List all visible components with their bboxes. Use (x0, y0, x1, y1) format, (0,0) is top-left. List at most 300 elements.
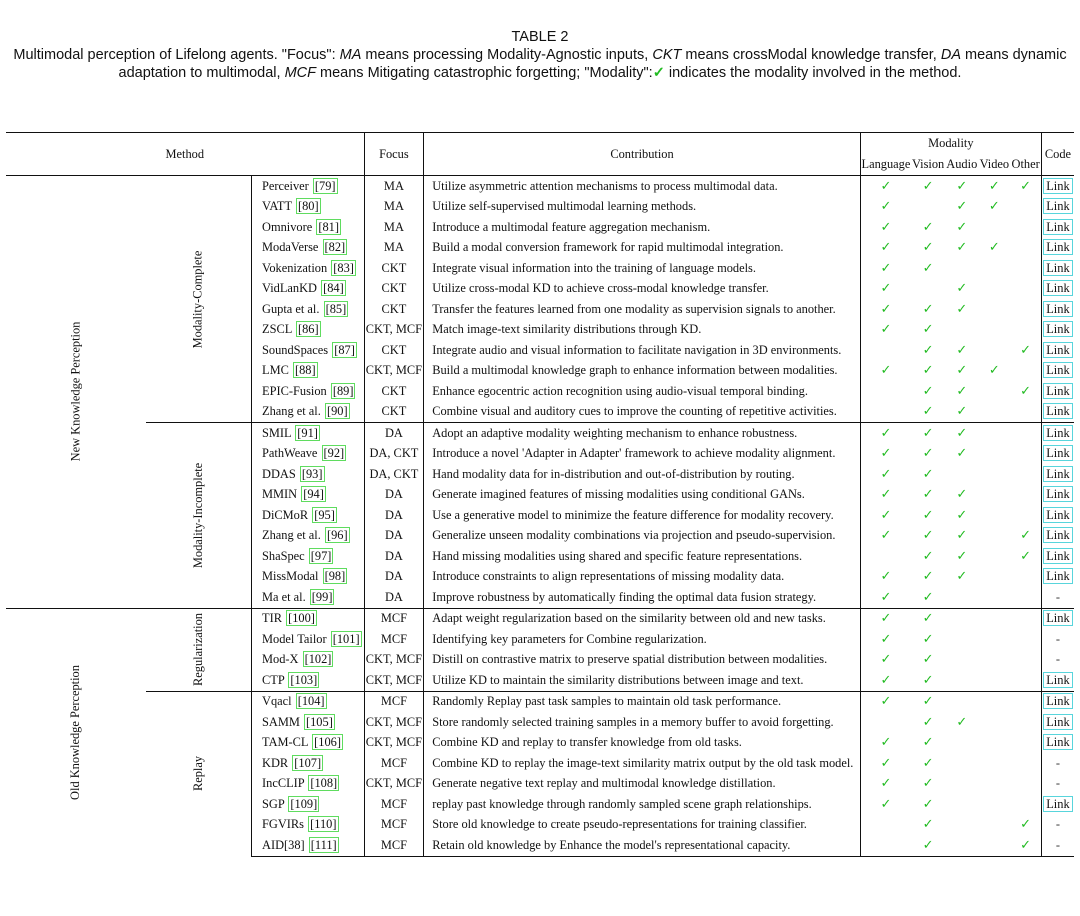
modality-other-cell (1010, 774, 1041, 795)
modality-audio-cell (945, 197, 978, 218)
citation-link[interactable]: [97] (310, 548, 332, 563)
modality-language-cell (860, 299, 911, 320)
code-link[interactable]: Link (1043, 239, 1072, 255)
contribution-cell: Integrate audio and visual information to facilitate navigation in 3D environments. (424, 340, 861, 361)
contribution-cell: Store old knowledge to create pseudo-representations for training classifier. (424, 815, 861, 836)
method-cell (252, 176, 365, 197)
check-icon: ✓ (880, 466, 892, 482)
modality-language-cell (860, 712, 911, 733)
contribution-cell: Combine KD to replay the image-text similarity matrix output by the old task model. (424, 753, 861, 774)
check-icon: ✓ (1020, 342, 1032, 358)
code-link[interactable]: Link (1043, 260, 1072, 276)
code-link[interactable]: Link (1043, 466, 1072, 482)
modality-language-cell (860, 753, 911, 774)
method-name: Zhang et al. (262, 404, 324, 419)
citation-link[interactable]: [79] (314, 178, 336, 193)
modality-video-cell (978, 361, 1010, 382)
method-name: PathWeave (262, 446, 321, 461)
contribution-cell: Adapt weight regularization based on the similarity between old and new tasks. (424, 608, 861, 629)
contribution-cell: Enhance egocentric action recognition using audio-visual temporal binding. (424, 381, 861, 402)
modality-video-cell (978, 485, 1010, 506)
citation-link[interactable]: [101] (332, 631, 360, 646)
check-icon: ✓ (922, 796, 934, 812)
modality-other-cell (1010, 567, 1041, 588)
focus-cell: MA (364, 238, 424, 259)
citation-link[interactable]: [94] (303, 487, 324, 502)
citation-link[interactable]: [111] (310, 837, 337, 852)
modality-audio-cell (945, 340, 978, 361)
code-link[interactable]: Link (1043, 425, 1072, 441)
modality-vision-cell (911, 444, 945, 465)
citation-link[interactable]: [87] (334, 342, 355, 357)
contribution-cell: Distill on contrastive matrix to preserve spatial distribution between modalities. (424, 650, 861, 671)
modality-video-cell (978, 279, 1010, 300)
method-name: ModaVerse (262, 240, 322, 255)
subgroup-label (146, 423, 252, 609)
modality-audio-cell (945, 361, 978, 382)
citation-link[interactable]: [106] (314, 735, 341, 750)
code-cell (1041, 485, 1074, 506)
method-name: SGP (262, 796, 288, 811)
modality-video-cell (978, 217, 1010, 238)
check-icon: ✓ (880, 672, 892, 688)
modality-other-cell (1010, 402, 1041, 423)
citation-link[interactable]: [80] (297, 199, 319, 214)
method-cell (252, 526, 365, 547)
check-icon: ✓ (880, 446, 892, 462)
modality-language-cell (860, 774, 911, 795)
code-link[interactable]: Link (1043, 383, 1072, 399)
method-cell (252, 402, 365, 423)
citation-link[interactable]: [92] (323, 446, 345, 461)
method-cell (252, 835, 365, 856)
modality-language-cell (860, 650, 911, 671)
modality-other-cell (1010, 733, 1041, 754)
table-row (6, 176, 1074, 197)
modality-audio-cell (945, 526, 978, 547)
code-link[interactable]: Link (1043, 178, 1072, 194)
focus-cell: CKT (364, 381, 424, 402)
method-name: VidLanKD (262, 281, 321, 296)
code-cell (1041, 608, 1074, 629)
modality-video-cell (978, 197, 1010, 218)
table-row (6, 608, 1074, 629)
modality-language-cell (860, 279, 911, 300)
modality-other-cell (1010, 258, 1041, 279)
citation-link[interactable]: [102] (304, 652, 332, 667)
code-cell (1041, 299, 1074, 320)
modality-other-cell (1010, 526, 1041, 547)
modality-language-cell (860, 691, 911, 712)
method-cell (252, 733, 365, 754)
modality-audio-cell (945, 402, 978, 423)
method-name: DiCMoR (262, 507, 312, 522)
modality-audio-cell (945, 176, 978, 197)
modality-vision-cell (911, 238, 945, 259)
code-link[interactable]: Link (1043, 693, 1072, 709)
check-icon: ✓ (922, 837, 934, 853)
caption-segment: means processing Modality-Agnostic inputs, (361, 47, 653, 63)
check-icon: ✓ (922, 342, 934, 358)
method-name: Mod-X (262, 652, 302, 667)
check-icon: ✓ (922, 776, 934, 792)
contribution-cell: Combine visual and auditory cues to improve the counting of repetitive activities. (424, 402, 861, 423)
code-link[interactable]: Link (1043, 403, 1072, 419)
modality-language-cell (860, 320, 911, 341)
check-icon: ✓ (956, 342, 968, 358)
check-icon: ✓ (880, 301, 892, 317)
check-icon: ✓ (1020, 528, 1032, 544)
caption-text (0, 46, 1080, 82)
header-vision: Vision (911, 153, 945, 176)
modality-vision-cell (911, 485, 945, 506)
citation-link[interactable]: [91] (297, 425, 318, 440)
modality-video-cell (978, 835, 1010, 856)
modality-language-cell (860, 423, 911, 444)
focus-cell: CKT (364, 279, 424, 300)
modality-other-cell (1010, 712, 1041, 733)
modality-other-cell (1010, 546, 1041, 567)
method-name: Vokenization (262, 260, 331, 275)
method-name: MMIN (262, 487, 301, 502)
check-icon: ✓ (922, 589, 934, 605)
header-focus: Focus (364, 133, 424, 176)
code-link[interactable]: Link (1043, 527, 1072, 543)
citation-link[interactable]: [104] (297, 694, 325, 709)
focus-cell: MA (364, 197, 424, 218)
code-link[interactable]: Link (1043, 321, 1072, 337)
check-icon: ✓ (922, 322, 934, 338)
modality-audio-cell (945, 733, 978, 754)
check-icon: ✓ (956, 281, 968, 297)
header-other: Other (1010, 153, 1041, 176)
modality-language-cell (860, 197, 911, 218)
modality-video-cell (978, 587, 1010, 608)
contribution-cell: Transfer the features learned from one modality as supervision signals to another. (424, 299, 861, 320)
modality-vision-cell (911, 258, 945, 279)
check-icon: ✓ (922, 383, 934, 399)
code-link[interactable]: Link (1043, 548, 1072, 564)
contribution-cell: Introduce a novel 'Adapter in Adapter' framework to achieve modality alignment. (424, 444, 861, 465)
method-cell (252, 217, 365, 238)
citation-link[interactable]: [89] (332, 383, 354, 398)
check-icon: ✓ (922, 301, 934, 317)
modality-other-cell (1010, 794, 1041, 815)
modality-video-cell (978, 238, 1010, 259)
method-name: TAM-CL (262, 735, 312, 750)
modality-vision-cell (911, 546, 945, 567)
check-icon: ✓ (880, 611, 892, 627)
modality-language-cell (860, 340, 911, 361)
modality-video-cell (978, 608, 1010, 629)
focus-cell: MCF (364, 629, 424, 650)
code-link[interactable]: Link (1043, 342, 1072, 358)
subgroup-label (146, 608, 252, 691)
code-cell (1041, 629, 1074, 650)
check-icon: ✓ (956, 199, 968, 215)
code-link[interactable]: Link (1043, 486, 1072, 502)
contribution-cell: Utilize asymmetric attention mechanisms to process multimodal data. (424, 176, 861, 197)
modality-other-cell (1010, 381, 1041, 402)
code-cell (1041, 381, 1074, 402)
modality-other-cell (1010, 299, 1041, 320)
check-icon: ✓ (956, 425, 968, 441)
header-video: Video (978, 153, 1010, 176)
modality-audio-cell (945, 381, 978, 402)
code-cell (1041, 217, 1074, 238)
focus-cell: MCF (364, 815, 424, 836)
check-icon: ✓ (956, 240, 968, 256)
focus-cell: DA, CKT (364, 444, 424, 465)
method-name: IncCLIP (262, 776, 308, 791)
code-link[interactable]: Link (1043, 219, 1072, 235)
focus-cell: MCF (364, 691, 424, 712)
method-name: Ma et al. (262, 589, 309, 604)
modality-vision-cell (911, 691, 945, 712)
method-name: SAMM (262, 714, 303, 729)
method-name: EPIC-Fusion (262, 383, 330, 398)
check-icon: ✓ (880, 631, 892, 647)
code-link[interactable]: Link (1043, 796, 1072, 812)
check-icon: ✓ (956, 507, 968, 523)
code-cell (1041, 279, 1074, 300)
table-body (6, 176, 1074, 857)
check-icon: ✓ (922, 652, 934, 668)
method-name: Vqacl (262, 694, 295, 709)
contribution-cell: Generate negative text replay and multimodal knowledge distillation. (424, 774, 861, 795)
modality-video-cell (978, 402, 1010, 423)
focus-cell: DA (364, 423, 424, 444)
caption-segment: Multimodal perception of Lifelong agents. "Focus": (13, 47, 340, 63)
citation-link[interactable]: [88] (294, 363, 316, 378)
modality-video-cell (978, 733, 1010, 754)
subgroup-text: Modality-Complete (190, 250, 205, 348)
citation-link[interactable]: [82] (324, 240, 346, 255)
code-link[interactable]: Link (1043, 301, 1072, 317)
modality-other-cell (1010, 691, 1041, 712)
contribution-cell: Introduce constraints to align representations of missing modality data. (424, 567, 861, 588)
caption-segment: means crossModal knowledge transfer, (681, 47, 941, 63)
citation-link[interactable]: [95] (314, 507, 335, 522)
modality-audio-cell (945, 299, 978, 320)
method-name: FGVIRs (262, 817, 308, 832)
modality-video-cell (978, 299, 1010, 320)
method-name: ZSCL (262, 322, 295, 337)
category-label (6, 176, 146, 609)
header-audio: Audio (945, 153, 978, 176)
citation-link[interactable]: [93] (301, 466, 323, 481)
focus-cell: CKT, MCF (364, 712, 424, 733)
contribution-cell: Utilize KD to maintain the similarity distributions between image and text. (424, 670, 861, 691)
contribution-cell: Retain old knowledge by Enhance the model's representational capacity. (424, 835, 861, 856)
category-text: Old Knowledge Perception (68, 664, 83, 800)
subgroup-text: Modality-Incomplete (190, 462, 205, 568)
check-icon: ✓ (880, 589, 892, 605)
code-cell (1041, 320, 1074, 341)
modality-vision-cell (911, 217, 945, 238)
modality-other-cell (1010, 279, 1041, 300)
check-icon: ✓ (922, 466, 934, 482)
code-cell (1041, 774, 1074, 795)
method-cell (252, 485, 365, 506)
modality-vision-cell (911, 361, 945, 382)
modality-language-cell (860, 505, 911, 526)
modality-audio-cell (945, 670, 978, 691)
modality-language-cell (860, 835, 911, 856)
method-cell (252, 546, 365, 567)
method-cell (252, 279, 365, 300)
method-cell (252, 505, 365, 526)
citation-link[interactable]: [107] (294, 755, 322, 770)
method-name: CTP (262, 672, 288, 687)
focus-cell: CKT, MCF (364, 650, 424, 671)
check-icon: ✓ (922, 528, 934, 544)
modality-video-cell (978, 774, 1010, 795)
modality-other-cell (1010, 835, 1041, 856)
method-cell (252, 444, 365, 465)
code-link[interactable]: Link (1043, 445, 1072, 461)
code-link[interactable]: Link (1043, 734, 1072, 750)
modality-other-cell (1010, 361, 1041, 382)
citation-link[interactable]: [84] (323, 281, 344, 296)
modality-audio-cell (945, 217, 978, 238)
check-icon: ✓ (922, 219, 934, 235)
check-icon: ✓ (922, 817, 934, 833)
contribution-cell: Identifying key parameters for Combine regularization. (424, 629, 861, 650)
focus-cell: MA (364, 217, 424, 238)
modality-vision-cell (911, 340, 945, 361)
check-icon: ✓ (956, 383, 968, 399)
check-icon: ✓ (956, 569, 968, 585)
check-icon: ✓ (922, 404, 934, 420)
check-icon: ✓ (880, 260, 892, 276)
method-cell (252, 567, 365, 588)
focus-cell: DA, CKT (364, 464, 424, 485)
check-icon: ✓ (880, 507, 892, 523)
method-name: MissModal (262, 569, 322, 584)
modality-audio-cell (945, 444, 978, 465)
check-icon: ✓ (922, 672, 934, 688)
modality-video-cell (978, 526, 1010, 547)
citation-link[interactable]: [100] (288, 611, 315, 626)
focus-cell: DA (364, 526, 424, 547)
code-link[interactable]: Link (1043, 280, 1072, 296)
caption-abbrev: MCF (284, 65, 316, 81)
contribution-cell: Introduce a multimodal feature aggregation mechanism. (424, 217, 861, 238)
table-title: TABLE 2 (511, 29, 569, 45)
check-icon: ✓ (922, 240, 934, 256)
modality-other-cell (1010, 238, 1041, 259)
code-cell (1041, 238, 1074, 259)
citation-link[interactable]: [108] (310, 776, 338, 791)
citation-link[interactable]: [86] (297, 322, 319, 337)
modality-video-cell (978, 258, 1010, 279)
citation-link[interactable]: [109] (290, 796, 318, 811)
method-cell (252, 794, 365, 815)
code-link[interactable]: Link (1043, 610, 1072, 626)
code-cell (1041, 197, 1074, 218)
method-name: Omnivore (262, 219, 316, 234)
focus-cell: CKT (364, 402, 424, 423)
modality-video-cell (978, 712, 1010, 733)
check-icon: ✓ (880, 425, 892, 441)
contribution-cell: Build a modal conversion framework for rapid multimodal integration. (424, 238, 861, 259)
citation-link[interactable]: [96] (326, 528, 348, 543)
citation-link[interactable]: [85] (325, 301, 347, 316)
method-cell (252, 587, 365, 608)
citation-link[interactable]: [110] (310, 817, 337, 832)
code-cell (1041, 815, 1074, 836)
focus-cell: CKT (364, 258, 424, 279)
no-code-dash: - (1055, 817, 1061, 832)
citation-link[interactable]: [98] (324, 569, 346, 584)
modality-language-cell (860, 629, 911, 650)
code-cell (1041, 402, 1074, 423)
modality-language-cell (860, 733, 911, 754)
modality-vision-cell (911, 835, 945, 856)
citation-link[interactable]: [99] (311, 589, 333, 604)
citation-link[interactable]: [103] (290, 672, 318, 687)
code-link[interactable]: Link (1043, 672, 1072, 688)
modality-vision-cell (911, 608, 945, 629)
citation-link[interactable]: [105] (305, 714, 333, 729)
subgroup-label (146, 691, 252, 856)
focus-cell: DA (364, 505, 424, 526)
code-cell (1041, 444, 1074, 465)
modality-vision-cell (911, 670, 945, 691)
no-code-dash: - (1055, 755, 1061, 770)
citation-link[interactable]: [83] (333, 260, 354, 275)
caption-abbrev: CKT (652, 47, 682, 63)
check-icon: ✓ (922, 425, 934, 441)
check-icon: ✓ (988, 199, 1000, 215)
modality-audio-cell (945, 794, 978, 815)
focus-cell: MCF (364, 794, 424, 815)
method-name: VATT (262, 199, 295, 214)
code-cell (1041, 176, 1074, 197)
table-row (6, 423, 1074, 444)
method-cell (252, 258, 365, 279)
check-icon: ✓ (880, 652, 892, 668)
code-cell (1041, 526, 1074, 547)
check-icon: ✓ (922, 260, 934, 276)
code-link[interactable]: Link (1043, 568, 1072, 584)
check-icon: ✓ (880, 755, 892, 771)
citation-link[interactable]: [90] (326, 404, 348, 419)
code-cell (1041, 464, 1074, 485)
check-icon: ✓ (956, 363, 968, 379)
citation-link[interactable]: [81] (318, 219, 339, 234)
modality-audio-cell (945, 608, 978, 629)
modality-other-cell (1010, 340, 1041, 361)
code-link[interactable]: Link (1043, 362, 1072, 378)
code-link[interactable]: Link (1043, 507, 1072, 523)
modality-other-cell (1010, 629, 1041, 650)
code-link[interactable]: Link (1043, 714, 1072, 730)
check-icon: ✓ (922, 178, 934, 194)
check-icon: ✓ (956, 548, 968, 564)
focus-cell: CKT, MCF (364, 361, 424, 382)
modality-other-cell (1010, 505, 1041, 526)
method-name: KDR (262, 755, 292, 770)
check-icon: ✓ (988, 178, 1000, 194)
code-link[interactable]: Link (1043, 198, 1072, 214)
check-icon: ✓ (956, 178, 968, 194)
check-icon: ✓ (880, 363, 892, 379)
method-name: Gupta et al. (262, 301, 323, 316)
method-cell (252, 320, 365, 341)
modality-audio-cell (945, 629, 978, 650)
